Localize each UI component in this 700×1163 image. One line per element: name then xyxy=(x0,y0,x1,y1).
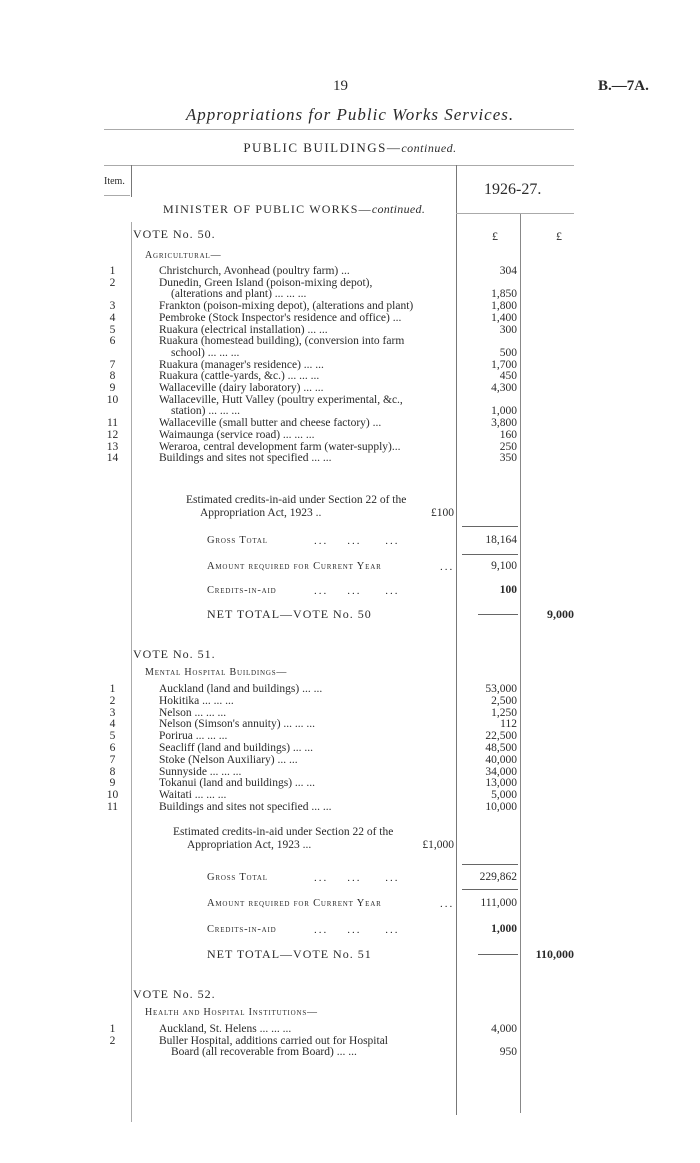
item-amount: 500 xyxy=(499,346,517,359)
item-description: Porirua ... ... ... xyxy=(159,730,228,743)
item-amount: 1,800 xyxy=(491,300,517,313)
table-row xyxy=(0,405,700,417)
item-amount: 5,000 xyxy=(491,789,517,802)
item-amount: 2,500 xyxy=(491,694,517,707)
item-description: Ruakura (homestead building), (conversion into farm xyxy=(159,335,405,348)
vote-50-credits-label: Credits-in-aid xyxy=(207,585,277,596)
vote-52-heading: VOTE No. 52. xyxy=(133,987,216,1001)
item-number: 10 xyxy=(106,789,119,802)
vote-50-credits-value: 100 xyxy=(499,584,517,596)
item-description: Wallaceville, Hutt Valley (poultry experimental, &c., xyxy=(159,393,403,406)
vote-50-net-value: 9,000 xyxy=(547,607,574,621)
title-rule xyxy=(104,129,574,130)
item-amount: 10,000 xyxy=(485,801,517,813)
table-row xyxy=(0,441,700,453)
table-row xyxy=(0,429,700,441)
subtotal-rule xyxy=(462,864,518,865)
vote-51-gross-label: Gross Total xyxy=(207,872,268,883)
table-row xyxy=(0,277,700,289)
table-row xyxy=(0,300,700,312)
credits-note-value: £100 xyxy=(431,507,454,519)
item-column-divider xyxy=(131,165,132,197)
vote-51-section: Mental Hospital Buildings— xyxy=(145,667,288,678)
credits-note-value: £1,000 xyxy=(422,839,454,851)
vote-52-section: Health and Hospital Institutions— xyxy=(145,1007,318,1018)
item-description: Seacliff (land and buildings) ... ... xyxy=(159,742,314,754)
item-number: 1 xyxy=(109,1023,116,1035)
item-number: 1 xyxy=(109,683,116,695)
table-row xyxy=(0,766,700,778)
credits-note-line1: Estimated credits-in-aid under Section 22 of the xyxy=(173,826,394,838)
item-number: 14 xyxy=(106,452,119,465)
item-amount: 53,000 xyxy=(485,683,517,695)
item-amount: 34,000 xyxy=(485,765,517,778)
gross-rule xyxy=(462,889,518,890)
item-amount: 13,000 xyxy=(485,777,517,790)
item-number: 3 xyxy=(109,300,116,313)
credits-note-line2: Appropriation Act, 1923 ... xyxy=(187,839,312,851)
item-number: 2 xyxy=(109,694,116,707)
item-description: Waitati ... ... ... xyxy=(159,789,227,802)
vote-51-required-value: 111,000 xyxy=(480,897,517,909)
item-description: Ruakura (manager's residence) ... ... xyxy=(159,358,324,371)
minister-continued: continued. xyxy=(371,202,426,216)
item-amount: 250 xyxy=(499,440,517,453)
item-number: 13 xyxy=(106,440,119,453)
item-description: (alterations and plant) ... ... ... xyxy=(171,288,307,301)
leader-dots: ... ... ... xyxy=(314,924,400,936)
item-amount: 160 xyxy=(499,428,517,441)
table-row xyxy=(0,394,700,406)
item-amount: 40,000 xyxy=(485,753,517,766)
item-amount: 1,000 xyxy=(491,405,517,418)
item-description: Auckland (land and buildings) ... ... xyxy=(159,683,323,695)
table-row xyxy=(0,288,700,300)
item-description: Hokitika ... ... ... xyxy=(159,694,234,707)
item-description: Sunnyside ... ... ... xyxy=(159,765,242,778)
table-row xyxy=(0,695,700,707)
net-rule xyxy=(478,614,518,615)
item-description: Christchurch, Avonhead (poultry farm) ... xyxy=(159,265,350,277)
table-row xyxy=(0,754,700,766)
item-amount: 450 xyxy=(499,370,517,383)
item-number: 4 xyxy=(109,311,116,324)
item-number: 5 xyxy=(109,323,116,336)
item-amount: 350 xyxy=(499,452,517,465)
leader-dots: ... ... ... xyxy=(314,585,400,597)
item-amount: 1,400 xyxy=(491,311,517,324)
item-amount: 1,250 xyxy=(491,706,517,719)
vote-51-gross-value: 229,862 xyxy=(479,871,517,883)
gross-rule xyxy=(462,554,518,555)
subtitle-continued: continued. xyxy=(401,141,457,155)
vote-51-net-value: 110,000 xyxy=(535,947,574,961)
vote-51-heading: VOTE No. 51. xyxy=(133,647,216,661)
item-description: school) ... ... ... xyxy=(171,346,240,359)
item-description: Pembroke (Stock Inspector's residence and office) ... xyxy=(159,311,402,324)
item-number: 12 xyxy=(106,428,119,441)
currency-left: £ xyxy=(492,229,498,243)
table-row xyxy=(0,382,700,394)
table-row xyxy=(0,789,700,801)
item-description: Wallaceville (dairy laboratory) ... ... xyxy=(159,382,324,394)
vote-51-net-label: NET TOTAL—VOTE No. 51 xyxy=(207,947,372,961)
item-number: 6 xyxy=(109,335,116,348)
table-row xyxy=(0,312,700,324)
table-row xyxy=(0,452,700,464)
subtotal-rule xyxy=(462,526,518,527)
item-number: 3 xyxy=(109,706,116,719)
minister-heading xyxy=(163,202,425,217)
item-description: Buildings and sites not specified ... ... xyxy=(159,452,332,465)
currency-right: £ xyxy=(556,229,562,243)
item-number: 4 xyxy=(109,718,116,731)
table-row xyxy=(0,359,700,371)
leader-dots: ... ... ... xyxy=(314,535,400,547)
item-number: 2 xyxy=(109,1034,116,1047)
item-description: Ruakura (cattle-yards, &c.) ... ... ... xyxy=(159,370,320,383)
item-amount: 48,500 xyxy=(485,742,517,754)
leader-dots: ... ... ... xyxy=(314,872,400,884)
item-description: Auckland, St. Helens ... ... ... xyxy=(159,1023,292,1035)
item-description: Waimaunga (service road) ... ... ... xyxy=(159,428,315,441)
item-description: Wallaceville (small butter and cheese factory) ... xyxy=(159,417,382,430)
vote-50-required-value: 9,100 xyxy=(491,560,517,572)
section-subtitle xyxy=(0,140,700,156)
item-amount: 300 xyxy=(499,323,517,336)
item-description: Frankton (poison-mixing depot), (alterations and plant) xyxy=(159,300,414,313)
vote-50-gross-value: 18,164 xyxy=(485,534,517,546)
item-column-header: Item. xyxy=(104,176,125,187)
table-row xyxy=(0,347,700,359)
table-row xyxy=(0,683,700,695)
item-description: Buller Hospital, additions carried out for Hospital xyxy=(159,1034,388,1047)
item-amount: 4,000 xyxy=(491,1023,517,1035)
credits-note-line1: Estimated credits-in-aid under Section 22 of the xyxy=(186,494,407,506)
item-amount: 4,300 xyxy=(491,382,517,394)
item-number: 11 xyxy=(106,801,119,813)
minister-main: MINISTER OF PUBLIC WORKS— xyxy=(163,202,372,216)
table-row xyxy=(0,742,700,754)
year-header-rule xyxy=(456,213,574,214)
vote-50-required-label: Amount required for Current Year xyxy=(207,561,382,572)
table-row xyxy=(0,777,700,789)
credits-note-line2: Appropriation Act, 1923 .. xyxy=(200,507,322,519)
item-description: Stoke (Nelson Auxiliary) ... ... xyxy=(159,753,298,766)
item-number: 7 xyxy=(109,358,116,371)
table-top-rule xyxy=(104,165,574,166)
vote-50-heading: VOTE No. 50. xyxy=(133,227,216,241)
item-description: Nelson (Simson's annuity) ... ... ... xyxy=(159,718,316,731)
vote-51-credits-label: Credits-in-aid xyxy=(207,924,277,935)
vote-50-net-label: NET TOTAL—VOTE No. 50 xyxy=(207,607,372,621)
vote-51-credits-value: 1,000 xyxy=(491,923,517,935)
table-row xyxy=(0,1035,700,1047)
item-amount: 112 xyxy=(500,718,517,731)
item-number: 5 xyxy=(109,730,116,743)
table-row xyxy=(0,335,700,347)
table-row xyxy=(0,707,700,719)
table-row xyxy=(0,1023,700,1035)
year-header: 1926-27. xyxy=(484,181,542,198)
document-reference: B.—7A. xyxy=(598,78,649,94)
table-row xyxy=(0,801,700,813)
item-number: 2 xyxy=(109,276,116,289)
item-number: 9 xyxy=(109,777,116,790)
item-description: Board (all recoverable from Board) ... ... xyxy=(171,1046,357,1059)
table-row xyxy=(0,417,700,429)
table-row xyxy=(0,718,700,730)
item-description: Weraroa, central development farm (water-supply)... xyxy=(159,440,401,453)
vote-50-section: Agricultural— xyxy=(145,250,222,261)
leader-dots: ... xyxy=(440,898,455,910)
item-number: 9 xyxy=(109,382,116,394)
page-number: 19 xyxy=(333,78,348,94)
vote-51-required-label: Amount required for Current Year xyxy=(207,898,382,909)
table-row xyxy=(0,1046,700,1058)
table-row xyxy=(0,324,700,336)
item-number: 7 xyxy=(109,753,116,766)
page-title: Appropriations for Public Works Services. xyxy=(185,105,515,124)
item-number: 1 xyxy=(109,265,116,277)
item-amount: 22,500 xyxy=(485,730,517,743)
item-amount: 304 xyxy=(499,265,517,277)
item-description: station) ... ... ... xyxy=(171,405,240,418)
vote-51-credits-note xyxy=(173,826,454,852)
table-row xyxy=(0,265,700,277)
item-description: Tokanui (land and buildings) ... ... xyxy=(159,777,316,790)
item-description: Buildings and sites not specified ... ... xyxy=(159,801,332,813)
item-description: Dunedin, Green Island (poison-mixing depot), xyxy=(159,276,373,289)
item-description: Ruakura (electrical installation) ... ... xyxy=(159,323,328,336)
item-number: 8 xyxy=(109,765,116,778)
item-amount: 950 xyxy=(499,1046,517,1059)
item-number: 8 xyxy=(109,370,116,383)
vote-50-credits-note xyxy=(186,494,454,520)
vote-50-gross-label: Gross Total xyxy=(207,535,268,546)
subtitle-main: PUBLIC BUILDINGS— xyxy=(243,140,402,155)
item-number: 6 xyxy=(109,742,116,754)
item-amount: 1,850 xyxy=(491,288,517,301)
item-number: 10 xyxy=(106,393,119,406)
net-rule xyxy=(478,954,518,955)
item-number: 11 xyxy=(106,417,119,430)
item-header-rule xyxy=(104,195,130,196)
table-row xyxy=(0,370,700,382)
item-description: Nelson ... ... ... xyxy=(159,706,227,719)
item-amount: 3,800 xyxy=(491,417,517,430)
table-row xyxy=(0,730,700,742)
leader-dots: ... xyxy=(440,561,455,573)
item-amount: 1,700 xyxy=(491,358,517,371)
